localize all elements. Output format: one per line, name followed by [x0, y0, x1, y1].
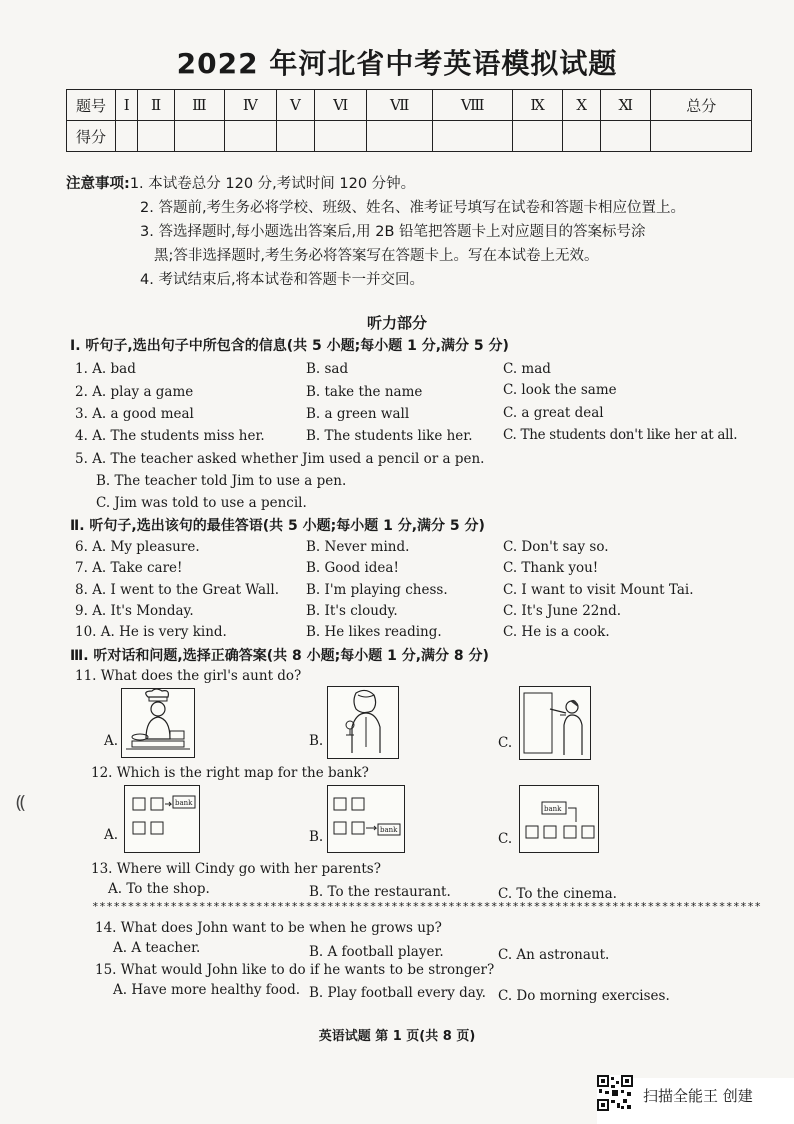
notes-heading: 注意事项:: [66, 176, 130, 192]
doctor-illustration: [328, 687, 398, 758]
q8-option-a: [75, 582, 279, 598]
q4-option-b: B. The students like her.: [306, 428, 473, 444]
listening-heading: 听力部分: [366, 314, 427, 332]
score-cell: [651, 121, 752, 152]
score-col: Ⅺ: [601, 90, 651, 121]
score-table: [66, 89, 752, 152]
part2-heading: Ⅱ. 听句子,选出该句的最佳答语(共 5 小题;每小题 1 分,满分 5 分): [70, 518, 485, 534]
score-cell: [224, 121, 276, 152]
part1-heading: Ⅰ. 听句子,选出句子中所包含的信息(共 5 小题;每小题 1 分,满分 5 分): [70, 338, 509, 354]
q1-option-a: [75, 361, 136, 377]
q11-label-c: C.: [498, 735, 513, 751]
score-col: Ⅷ: [433, 90, 513, 121]
score-cell: [174, 121, 224, 152]
q6-option-b: B. Never mind.: [306, 539, 410, 555]
q10-option-a: [75, 624, 227, 640]
score-col: Ⅱ: [138, 90, 174, 121]
cook-illustration: [122, 689, 194, 757]
score-cell: [563, 121, 601, 152]
option-a: A. It's Monday.: [92, 603, 194, 619]
q11-picture-b-doctor: [327, 686, 399, 759]
score-col: X: [563, 90, 601, 121]
score-cell: [601, 121, 651, 152]
q6-option-a: [75, 539, 200, 555]
score-cell: [433, 121, 513, 152]
q12-label-a: A.: [104, 827, 119, 843]
score-col-total: 总分: [651, 90, 752, 121]
option-a: A. The teacher asked whether Jim used a pencil or a pen.: [92, 451, 485, 467]
q-num: 7.: [75, 560, 88, 576]
q15-option-a: A. Have more healthy food.: [113, 982, 300, 998]
q11-label-a: A.: [104, 733, 119, 749]
score-col: Ⅶ: [367, 90, 433, 121]
q9-option-c: C. It's June 22nd.: [503, 603, 622, 619]
score-col: V: [276, 90, 314, 121]
note-item: 3. 答选择题时,每小题选出答案后,用 2B 铅笔把答题卡上对应题目的答案标号涂: [140, 224, 646, 240]
q2-option-b: B. take the name: [306, 384, 423, 400]
exam-title: 2022 年河北省中考英语模拟试题: [176, 47, 618, 80]
q14-text: 14. What does John want to be when he grows up?: [95, 920, 442, 936]
q-num: 1.: [75, 361, 88, 377]
score-cell: [116, 121, 138, 152]
q5-option-b: B. The teacher told Jim to use a pen.: [96, 473, 347, 489]
q11-picture-a-cook: [121, 688, 195, 758]
map-b-bank-label: bank: [380, 826, 398, 834]
q4-option-a: [75, 428, 265, 444]
q1-option-c: C. mad: [503, 361, 551, 377]
q12-text: 12. Which is the right map for the bank?: [91, 765, 369, 781]
q12-label-c: C.: [498, 831, 513, 847]
q12-map-b: [327, 785, 405, 853]
q5-option-c: C. Jim was told to use a pencil.: [96, 495, 307, 511]
note-item: 4. 考试结束后,将本试卷和答题卡一并交回。: [140, 272, 425, 288]
map-c-illustration: [520, 786, 598, 852]
score-col: Ⅳ: [224, 90, 276, 121]
note-item: 1. 本试卷总分 120 分,考试时间 120 分钟。: [129, 176, 416, 192]
star-separator: **********************************************************************************************: [92, 900, 762, 913]
option-a: A. a good meal: [92, 406, 194, 422]
map-a-illustration: [125, 786, 199, 852]
note-item: 黑;答非选择题时,考生务必将答案写在答题卡上。写在本试卷上无效。: [154, 248, 599, 264]
q15-option-c: C. Do morning exercises.: [498, 988, 670, 1004]
q13-text: 13. Where will Cindy go with her parents?: [91, 861, 381, 877]
q-num: 8.: [75, 582, 88, 598]
option-a: A. bad: [92, 361, 136, 377]
q-num: 9.: [75, 603, 88, 619]
q13-option-b: B. To the restaurant.: [309, 884, 451, 900]
q-num: 6.: [75, 539, 88, 555]
option-a: A. play a game: [92, 384, 194, 400]
q-num: 2.: [75, 384, 88, 400]
q12-map-c: [519, 785, 599, 853]
exam-notes: [66, 172, 766, 292]
q3-option-b: B. a green wall: [306, 406, 410, 422]
q14-option-b: B. A football player.: [309, 944, 444, 960]
q1-option-b: B. sad: [306, 361, 349, 377]
score-cell: [367, 121, 433, 152]
watermark-text: 扫描全能王 创建: [643, 1087, 753, 1105]
q5-option-a: [75, 451, 484, 467]
q6-option-c: C. Don't say so.: [503, 539, 609, 555]
q15-option-b: B. Play football every day.: [309, 985, 486, 1001]
score-row-label: 题号: [67, 90, 116, 121]
score-col: Ⅸ: [513, 90, 563, 121]
q-num: 3.: [75, 406, 88, 422]
q7-option-a: [75, 560, 182, 576]
score-col: Ⅵ: [315, 90, 367, 121]
option-a: A. I went to the Great Wall.: [92, 582, 280, 598]
qr-code-icon: [597, 1075, 633, 1115]
map-a-bank-label: bank: [175, 799, 193, 807]
q7-option-b: B. Good idea!: [306, 560, 399, 576]
note-item: 2. 答题前,考生务必将学校、班级、姓名、准考证号填写在试卷和答题卡相应位置上。: [140, 200, 686, 216]
q4-option-c: C. The students don't like her at all.: [503, 427, 738, 443]
score-col: I: [116, 90, 138, 121]
score-cell: [315, 121, 367, 152]
score-cell: [138, 121, 174, 152]
q-num: 5.: [75, 451, 88, 467]
page-footer: 英语试题 第 1 页(共 8 页): [318, 1029, 476, 1044]
score-cell: [276, 121, 314, 152]
score-table-score-row: [67, 121, 752, 152]
q9-option-a: [75, 603, 194, 619]
q15-text: 15. What would John like to do if he wants to be stronger?: [95, 962, 495, 978]
q14-option-a: A. A teacher.: [113, 940, 201, 956]
q2-option-a: [75, 384, 193, 400]
map-b-illustration: [328, 786, 404, 852]
q13-option-c: C. To the cinema.: [498, 886, 617, 902]
map-c-bank-label: bank: [544, 805, 562, 813]
q-num: 10.: [75, 624, 97, 640]
q11-picture-c-teacher: [519, 686, 591, 760]
teacher-illustration: [520, 687, 590, 759]
q3-option-a: [75, 406, 194, 422]
q2-option-c: C. look the same: [503, 382, 617, 398]
q11-text: 11. What does the girl's aunt do?: [75, 668, 302, 684]
q11-label-b: B.: [309, 733, 324, 749]
score-cell: [513, 121, 563, 152]
q10-option-c: C. He is a cook.: [503, 624, 610, 640]
q14-option-c: C. An astronaut.: [498, 947, 610, 963]
q8-option-b: B. I'm playing chess.: [306, 582, 448, 598]
part3-heading: Ⅲ. 听对话和问题,选择正确答案(共 8 小题;每小题 1 分,满分 8 分): [70, 648, 489, 664]
q12-label-b: B.: [309, 829, 324, 845]
q9-option-b: B. It's cloudy.: [306, 603, 398, 619]
q7-option-c: C. Thank you!: [503, 560, 599, 576]
score-table-header-row: [67, 90, 752, 121]
score-row-label: 得分: [67, 121, 116, 152]
binding-mark: ⸨: [16, 792, 26, 813]
q-num: 4.: [75, 428, 88, 444]
q10-option-b: B. He likes reading.: [306, 624, 442, 640]
option-a: A. The students miss her.: [92, 428, 265, 444]
score-col: Ⅲ: [174, 90, 224, 121]
note-line: [66, 172, 766, 196]
option-a: A. He is very kind.: [100, 624, 227, 640]
q3-option-c: C. a great deal: [503, 405, 604, 421]
qr-code-graphic: [597, 1075, 633, 1111]
option-a: A. Take care!: [92, 560, 183, 576]
q12-map-a: [124, 785, 200, 853]
option-a: A. My pleasure.: [92, 539, 200, 555]
q13-option-a: A. To the shop.: [108, 881, 210, 897]
q8-option-c: C. I want to visit Mount Tai.: [503, 582, 694, 598]
